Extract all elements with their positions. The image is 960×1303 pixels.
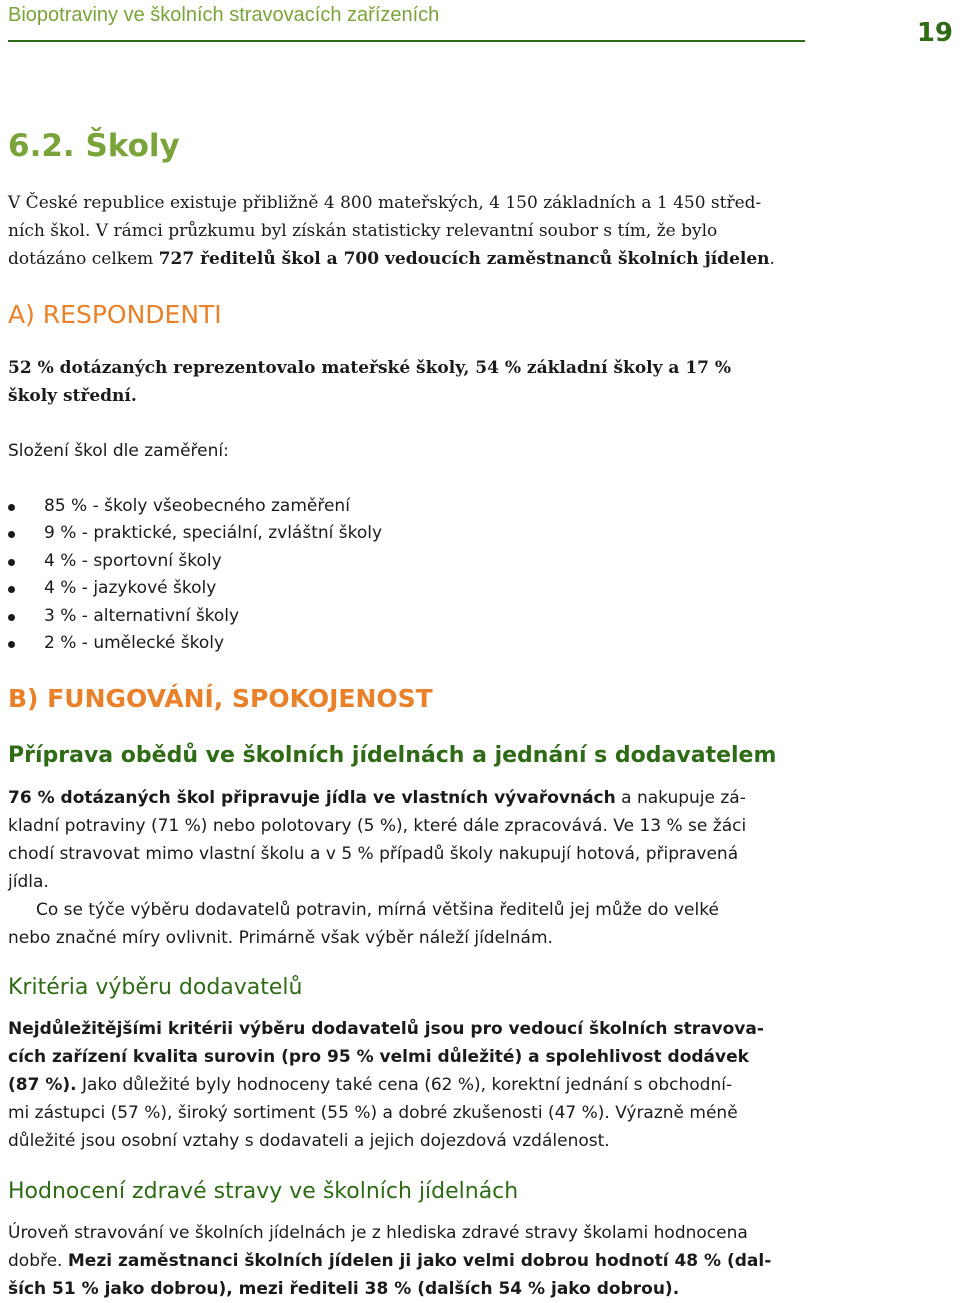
composition-list (8, 493, 382, 657)
section-b-heading: B) FUNGOVÁNÍ, SPOKOJENOST (8, 684, 433, 713)
paragraph-highlight: ších 51 % jako dobrou), mezi řediteli 38 % (dalších 54 % jako dobrou). (8, 1279, 680, 1299)
intro-line: V České republice existuje přibližně 4 800 mateřských, 4 150 základních a 1 450 střed- (8, 193, 762, 213)
paragraph-line: mi zástupci (57 %), široký sortiment (55 %) a dobré zkušenosti (47 %). Výrazně méně (8, 1103, 738, 1123)
intro-paragraph (8, 189, 808, 273)
section-a-heading: A) RESPONDENTI (8, 300, 222, 329)
paragraph-line: a nakupuje zá- (615, 788, 746, 808)
paragraph-line: Úroveň stravování ve školních jídelnách je z hlediska zdravé stravy školami hodnocena (8, 1223, 748, 1243)
paragraph-highlight: cích zařízení kvalita surovin (pro 95 % velmi důležité) a spolehlivost dodávek (8, 1047, 749, 1067)
paragraph-line: Jako důležité byly hodnoceny také cena (62 %), korektní jednání s obchodní- (76, 1075, 733, 1095)
composition-title (8, 437, 808, 465)
paragraph-line: dobře. (8, 1251, 68, 1271)
composition-title-text: Složení škol dle zaměření: (8, 441, 229, 461)
list-item: 4 % - jazykové školy (8, 575, 382, 602)
running-header-title: Biopotraviny ve školních stravovacích zařízeních (8, 4, 440, 26)
paragraph-line: Co se týče výběru dodavatelů potravin, mírná většina ředitelů jej může do velké (36, 900, 719, 920)
respondents-summary (8, 354, 808, 410)
paragraph-line: kladní potraviny (71 %) nebo polotovary (5 %), které dále zpracovává. Ve 13 % se žáci (8, 816, 747, 836)
list-item: 4 % - sportovní školy (8, 548, 382, 575)
header-rule (8, 40, 805, 42)
subsection-lunch-preparation-title: Příprava obědů ve školních jídelnách a jednání s dodavatelem (8, 743, 777, 768)
intro-line: dotázáno celkem (8, 249, 159, 269)
intro-line: . (769, 249, 775, 269)
intro-highlight: 727 ředitelů škol a 700 vedoucích zaměstnanců školních jídelen (158, 249, 770, 269)
page-header (8, 0, 953, 48)
section-title: 6.2. Školy (8, 128, 180, 164)
paragraph-line: nebo značné míry ovlivnit. Primárně však výběr náleží jídelnám. (8, 928, 553, 948)
paragraph-highlight: (87 %). (8, 1075, 77, 1095)
healthy-food-paragraph (8, 1219, 808, 1303)
paragraph-line: důležité jsou osobní vztahy s dodavateli a jejich dojezdová vzdálenost. (8, 1131, 610, 1151)
paragraph-highlight: Nejdůležitějšími kritérii výběru dodavatelů jsou pro vedoucí školních stravova- (8, 1019, 764, 1039)
list-item: 2 % - umělecké školy (8, 630, 382, 657)
paragraph-line: chodí stravovat mimo vlastní školu a v 5 % případů školy nakupují hotová, připravená (8, 844, 739, 864)
supplier-criteria-paragraph (8, 1015, 808, 1155)
subsection-healthy-food-title: Hodnocení zdravé stravy ve školních jídelnách (8, 1179, 519, 1204)
summary-line: 52 % dotázaných reprezentovalo mateřské školy, 54 % základní školy a 17 % (8, 358, 732, 378)
page-number: 19 (916, 18, 953, 48)
subsection-supplier-criteria-title: Kritéria výběru dodavatelů (8, 975, 303, 1000)
paragraph-line: jídla. (8, 872, 49, 892)
list-item: 3 % - alternativní školy (8, 603, 382, 630)
list-item: 85 % - školy všeobecného zaměření (8, 493, 382, 520)
paragraph-highlight: Mezi zaměstnanci školních jídelen ji jako velmi dobrou hodnotí 48 % (dal- (67, 1251, 772, 1271)
list-item: 9 % - praktické, speciální, zvláštní školy (8, 520, 382, 547)
paragraph-highlight: 76 % dotázaných škol připravuje jídla ve vlastních vývařovnách (8, 788, 616, 808)
intro-line: ních škol. V rámci průzkumu byl získán statisticky relevantní soubor s tím, že bylo (8, 221, 718, 241)
summary-line: školy střední. (8, 386, 137, 406)
lunch-preparation-paragraph (8, 784, 808, 952)
